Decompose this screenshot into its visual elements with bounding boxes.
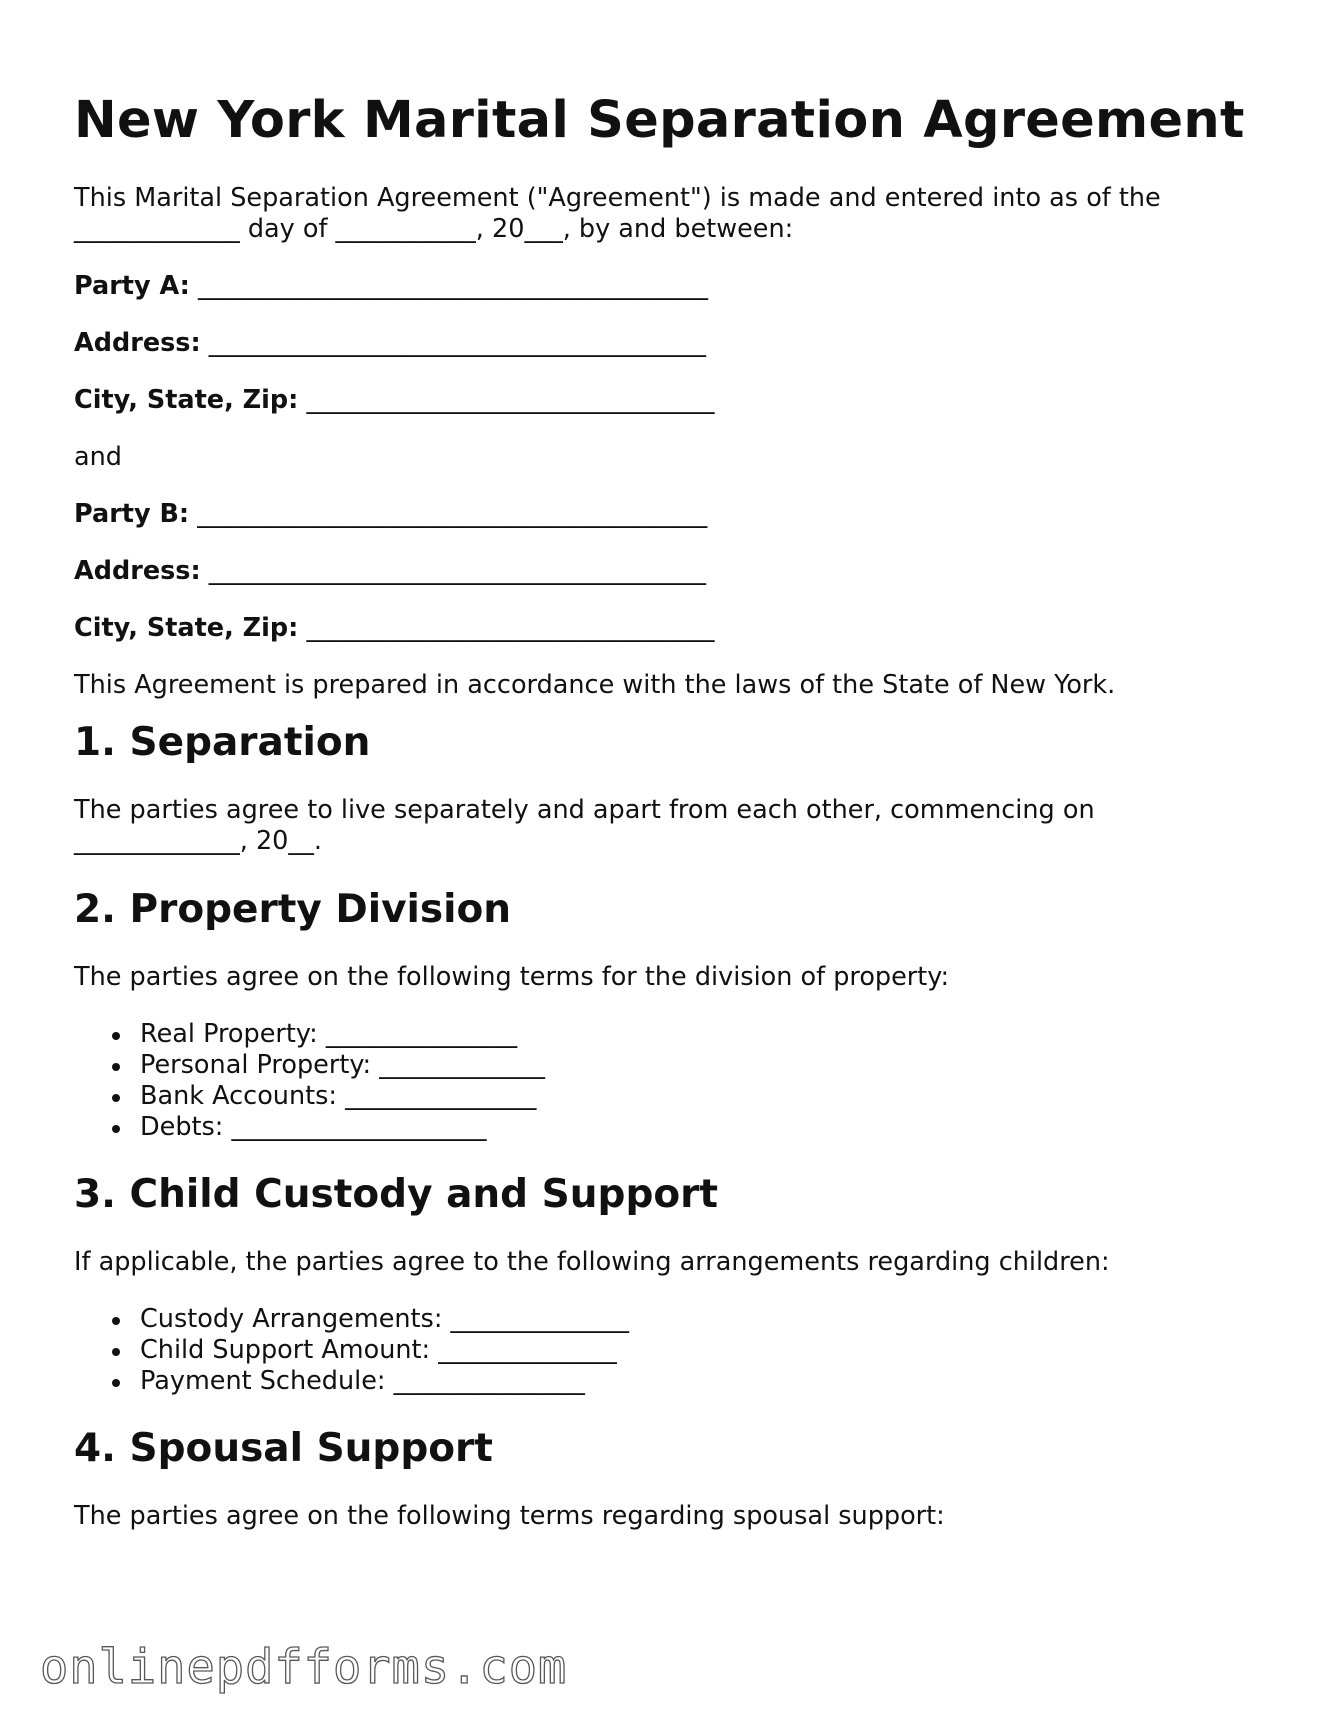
children-list bbox=[74, 1304, 1274, 1397]
list-item: Real Property: _______________ bbox=[140, 1019, 1274, 1050]
party-a-blank: ________________________________________ bbox=[198, 271, 708, 301]
section-children-text: If applicable, the parties agree to the following arrangements regarding children: bbox=[74, 1247, 1110, 1277]
section-children-heading: 3. Child Custody and Support bbox=[74, 1172, 719, 1217]
section-separation-text: The parties agree to live separately and apart from each other, commencing on _____________, 20__. bbox=[74, 795, 1095, 856]
party-b-address-blank: _______________________________________ bbox=[208, 556, 707, 586]
and-text: and bbox=[74, 442, 122, 472]
party-a-address-blank: _______________________________________ bbox=[208, 328, 707, 358]
document-page bbox=[74, 90, 1274, 1532]
party-b-city-field bbox=[74, 613, 1274, 644]
party-b-label: Party B: bbox=[74, 499, 190, 529]
intro-paragraph: This Marital Separation Agreement ("Agreement") is made and entered into as of the _____________ day of ___________, 20___, by and between: bbox=[74, 183, 1161, 244]
party-b-field bbox=[74, 499, 1274, 530]
party-b-blank: ________________________________________ bbox=[197, 499, 708, 529]
party-b-city-label: City, State, Zip: bbox=[74, 613, 299, 643]
section-property-text: The parties agree on the following terms for the division of property: bbox=[74, 962, 950, 992]
watermark: onlinepdfforms.com bbox=[40, 1640, 568, 1695]
list-item: Bank Accounts: _______________ bbox=[140, 1081, 1274, 1112]
party-b-address-field bbox=[74, 556, 1274, 587]
property-list bbox=[74, 1019, 1274, 1143]
section-spousal-heading: 4. Spousal Support bbox=[74, 1426, 493, 1471]
party-a-city-blank: ________________________________ bbox=[306, 385, 715, 415]
list-item: Debts: ____________________ bbox=[140, 1112, 1274, 1143]
party-b-city-blank: ________________________________ bbox=[306, 613, 715, 643]
party-a-field bbox=[74, 271, 1274, 302]
section-separation-heading: 1. Separation bbox=[74, 720, 371, 765]
party-a-address-field bbox=[74, 328, 1274, 359]
law-statement: This Agreement is prepared in accordance with the laws of the State of New York. bbox=[74, 670, 1116, 700]
list-item: Child Support Amount: ______________ bbox=[140, 1335, 1274, 1366]
section-spousal-text: The parties agree on the following terms regarding spousal support: bbox=[74, 1501, 945, 1531]
party-b-address-label: Address: bbox=[74, 556, 201, 586]
section-property-heading: 2. Property Division bbox=[74, 887, 512, 932]
document-title: New York Marital Separation Agreement bbox=[74, 91, 1245, 150]
party-a-city-label: City, State, Zip: bbox=[74, 385, 299, 415]
list-item: Custody Arrangements: ______________ bbox=[140, 1304, 1274, 1335]
party-a-city-field bbox=[74, 385, 1274, 416]
list-item: Payment Schedule: _______________ bbox=[140, 1366, 1274, 1397]
party-a-address-label: Address: bbox=[74, 328, 201, 358]
party-a-label: Party A: bbox=[74, 271, 190, 301]
list-item: Personal Property: _____________ bbox=[140, 1050, 1274, 1081]
